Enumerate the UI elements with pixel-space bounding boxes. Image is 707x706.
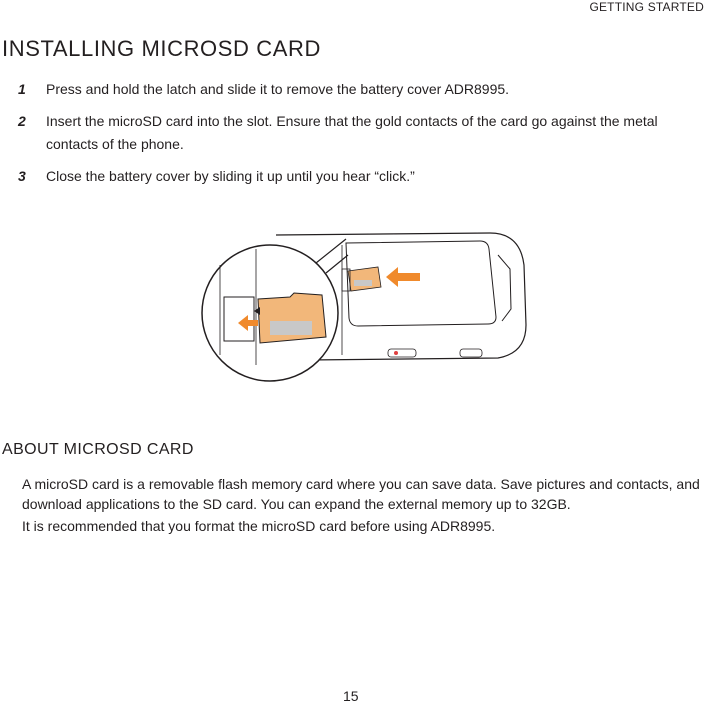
step-text: Press and hold the latch and slide it to remove the battery cover ADR8995.: [46, 81, 510, 97]
section-subtitle: ABOUT MICROSD CARD: [2, 441, 194, 458]
step-item: [18, 110, 706, 156]
step-text: Insert the microSD card into the slot. Ensure that the gold contacts of the card go against the metal contacts of the phone.: [46, 113, 658, 152]
step-text: Close the battery cover by sliding it up until you hear “click.”: [46, 168, 415, 184]
step-number: 2: [18, 113, 26, 129]
about-paragraph: It is recommended that you format the microSD card before using ADR8995.: [22, 518, 496, 534]
page-number: 15: [343, 688, 359, 704]
about-paragraph: A microSD card is a removable flash memory card where you can save data. Save pictures and contacts, and download applications to the SD card. You can expand the external memory up to 32GB.: [22, 476, 700, 512]
microsd-insertion-illustration: [198, 225, 538, 395]
step-list: [18, 78, 706, 197]
microsd-card-small: [348, 267, 381, 291]
step-item: [18, 165, 706, 188]
microsd-card-large: [258, 293, 326, 343]
step-number: 3: [18, 168, 26, 184]
page-title: INSTALLING MICROSD CARD: [2, 36, 321, 61]
running-header: GETTING STARTED: [589, 0, 704, 14]
step-item: [18, 78, 706, 101]
step-number: 1: [18, 81, 26, 97]
